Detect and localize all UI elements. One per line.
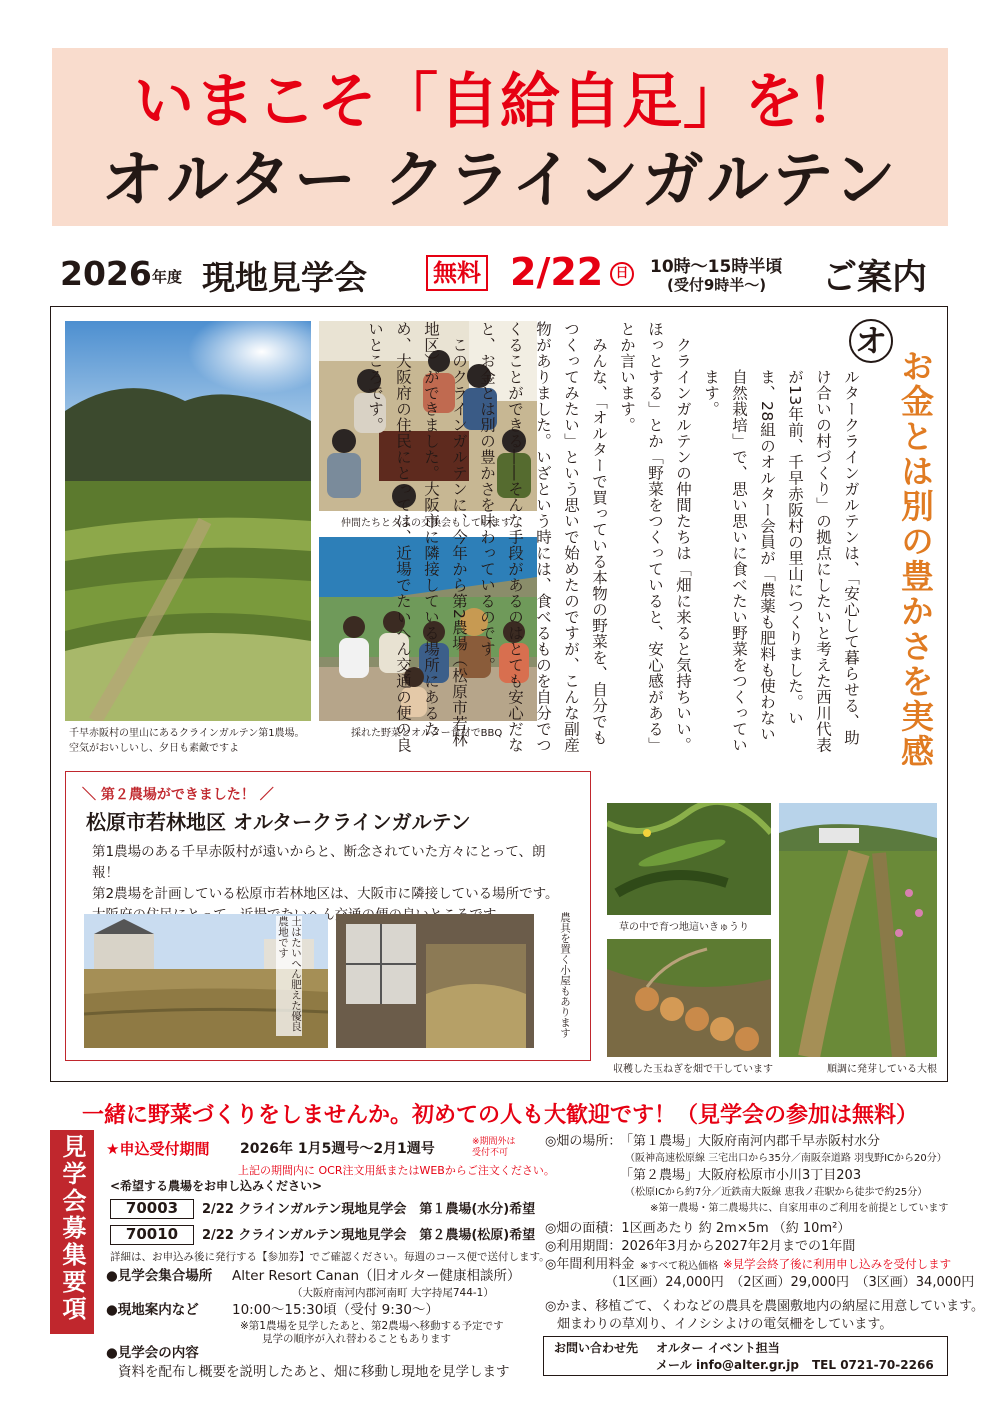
caption-field bbox=[69, 726, 305, 756]
intro-paragraph-3: みんな、「オルターで買っている本物の野菜を、自分でもつくってみたい」という思いで始めたのですが、こんな副産物がありました。いざという時には、食べるものを自分でつくることができる――そんな手段があるのはとても安心だなと、お金とは別の豊かさを味わっているのです。 bbox=[478, 321, 608, 753]
caption-soil: 土はたいへん肥えた優良農地です bbox=[276, 916, 302, 1036]
caption-field-text: 千早赤阪村の里山にあるクラインガルテン第1農場。 空気がおいしいし、夕日も素敵ですよ bbox=[69, 728, 305, 754]
place-label: ◎畑の場所： bbox=[545, 1134, 622, 1149]
event-guide-label: ご案内 bbox=[822, 258, 928, 298]
contact-phone[interactable]: TEL 0721-70-2266 bbox=[812, 1358, 934, 1372]
photo-cucumber bbox=[607, 803, 771, 915]
free-badge: 無料 bbox=[426, 255, 488, 291]
header-banner bbox=[52, 48, 948, 226]
meet-label: ●見学会集合場所 bbox=[106, 1268, 213, 1284]
photo-field-sunset bbox=[65, 321, 311, 721]
contact-org: オルター イベント担当 bbox=[656, 1341, 780, 1355]
fee-tax: ※すべて税込価格 bbox=[640, 1261, 719, 1272]
intro-paragraph-1: ルタークラインガルテンは、「安心して暮らせる、助け合いの村づくり」の拠点にしたいと考えた西川代表が13年前、千早赤阪村の里山につくりました。いま、28組のオルター会員が「農薬も肥料も使わない自然栽培」で、思い思いに食べたい野菜をつくっています。 bbox=[702, 369, 860, 753]
farm2-body: 第1農場のある千早赤阪村が遠いからと、断念されていた方々にとって、朗報！ 第2農場を計画している松原市若林地区は、大阪市に隣接している場所です。 bbox=[92, 844, 559, 902]
period-label: ★申込受付期間 bbox=[106, 1140, 210, 1158]
area: ◎畑の面積：1区画あたり 約 2m×5m （約 10m²） bbox=[545, 1221, 851, 1236]
event-title: 現地見学会 bbox=[202, 258, 367, 297]
recruit-sidebar-label: 見学会募集要項 bbox=[58, 1134, 86, 1323]
event-line bbox=[52, 250, 948, 300]
headline-main: いまこそ「自給自足」を！ bbox=[134, 67, 866, 137]
farm1-location: 「第１農場」大阪府南河内郡千早赤阪村水分 bbox=[620, 1134, 881, 1149]
event-date: 2/22 bbox=[510, 250, 604, 294]
photo-farm2-shed bbox=[336, 914, 534, 1048]
event-time: 10時～15時半頃 bbox=[650, 257, 783, 277]
dropcap: オ bbox=[849, 319, 893, 363]
farm2-badge: ＼ 第２農場ができました！ ／ bbox=[82, 787, 274, 803]
code-70010: 70010 bbox=[110, 1225, 194, 1245]
intro-heading: お金とは別の豊かさを実感 bbox=[896, 349, 935, 769]
ticket-note: 詳細は、お申込み後に発行する【参加券】でご確認ください。毎週のコース便で送付します。 bbox=[110, 1251, 550, 1263]
event-year: 2026 bbox=[60, 254, 152, 293]
fees: （1区画）24,000円 （2区画）29,000円 （3区画）34,000円 bbox=[605, 1275, 975, 1290]
contact-label: お問い合わせ先 bbox=[554, 1341, 639, 1355]
caption-onion: 収穫した玉ねぎを畑で干しています bbox=[613, 1064, 773, 1075]
guide-note-1: ※第1農場を見学したあと、第2農場へ移動する予定です bbox=[240, 1320, 504, 1332]
headline-sub: オルター クラインガルテン bbox=[101, 143, 899, 216]
event-day-badge: 日 bbox=[610, 262, 634, 286]
contact-email[interactable]: メール info@alter.gr.jp bbox=[656, 1358, 799, 1372]
tools-note: ◎かま、移植ごて、くわなどの農具を農園敷地内の納屋に用意しています。 bbox=[545, 1299, 985, 1314]
code-70003-text: 2/22 クラインガルテン現地見学会 第１農場(水分)希望 bbox=[202, 1202, 536, 1217]
farm2-title: 松原市若林地区 オルタークラインガルテン bbox=[86, 810, 471, 834]
code-70010-text: 2/22 クラインガルテン現地見学会 第２農場(松原)希望 bbox=[202, 1228, 536, 1243]
content-value: 資料を配布し概要を説明したあと、畑に移動し現地を見学します bbox=[118, 1364, 510, 1380]
caption-shed: 農具を置く小屋もあります bbox=[559, 912, 571, 1038]
intro-section bbox=[50, 306, 948, 1082]
contact-box bbox=[543, 1336, 948, 1376]
farm2-section bbox=[65, 771, 591, 1061]
farm2-location: 「第２農場」大阪府松原市小川3丁目203 bbox=[620, 1168, 862, 1183]
period: ◎利用期間：2026年3月から2027年2月までの1年間 bbox=[545, 1239, 856, 1254]
guide-label: ●現地案内など bbox=[106, 1302, 199, 1318]
content-label: ●見学会の内容 bbox=[106, 1345, 199, 1361]
intro-paragraph-2: クラインガルテンの仲間たちは「畑に来ると気持ちいい。ほっとする」とか「野菜をつくっていると、安心感がある」とか言います。 bbox=[618, 321, 692, 753]
meet-address: （大阪府南河内郡河南町 大字持尾744-1） bbox=[292, 1287, 494, 1299]
event-reception-time: (受付9時半～) bbox=[667, 276, 767, 294]
farm1-access: （阪神高速松原線 三宅出口から35分／南阪奈道路 羽曳野ICから20分） bbox=[625, 1153, 947, 1164]
photo-daikon bbox=[779, 803, 937, 1057]
caption-cucumber: 草の中で育つ地這いきゅうり bbox=[619, 922, 749, 933]
choose-farm: <希望する農場をお申し込みください> bbox=[110, 1179, 323, 1193]
code-70003: 70003 bbox=[110, 1199, 194, 1219]
recruit-sidebar bbox=[50, 1130, 94, 1334]
farm2-access: （松原ICから約7分／近鉄南大阪線 恵我ノ荘駅から徒歩で約25分） bbox=[625, 1187, 928, 1198]
caption-seed-exchange: 仲間たちとタネの交換会もしています bbox=[341, 518, 511, 529]
caption-bbq: 採れた野菜とオルター食材でBBQ bbox=[351, 728, 503, 739]
fee-note: ※見学会終了後に利用申し込みを受付します bbox=[723, 1257, 952, 1271]
farm-note: ※第一農場・第二農場共に、自家用車のご利用を前提としています bbox=[650, 1203, 949, 1214]
guide-note-2: 見学の順序が入れ替わることもあります bbox=[262, 1333, 451, 1345]
intro-paragraph-4: このクラインガルテンに、今年から第2農場（松原市若林地区）ができました。大阪市に隣接している場所にあるため、大阪府の住民にとっては、近場でたいへん交通の便の良いところです。 bbox=[366, 321, 468, 753]
event-nendo: 年度 bbox=[152, 268, 183, 286]
catchphrase: 一緒に野菜づくりをしませんか。初めての人も大歓迎です！（見学会の参加は無料） bbox=[81, 1103, 918, 1128]
meet-value: Alter Resort Canan（旧オルター健康相談所） bbox=[232, 1268, 521, 1284]
fence-note: 畑まわりの草刈り、イノシシよけの電気柵をしています。 bbox=[557, 1317, 893, 1332]
period-value: 2026年 1月5週号～2月1週号 bbox=[240, 1141, 435, 1157]
period-note: ※期間外は受付不可 bbox=[472, 1137, 516, 1158]
fee-label: ◎年間利用料金 bbox=[545, 1257, 635, 1272]
photo-onion bbox=[607, 939, 771, 1057]
guide-value: 10:00～15:30頃（受付 9:30～） bbox=[232, 1302, 439, 1318]
caption-daikon: 順調に発芽している大根 bbox=[827, 1064, 937, 1075]
ocr-note: 上記の期間内に OCR注文用紙またはWEBからご注文ください。 bbox=[238, 1164, 555, 1177]
